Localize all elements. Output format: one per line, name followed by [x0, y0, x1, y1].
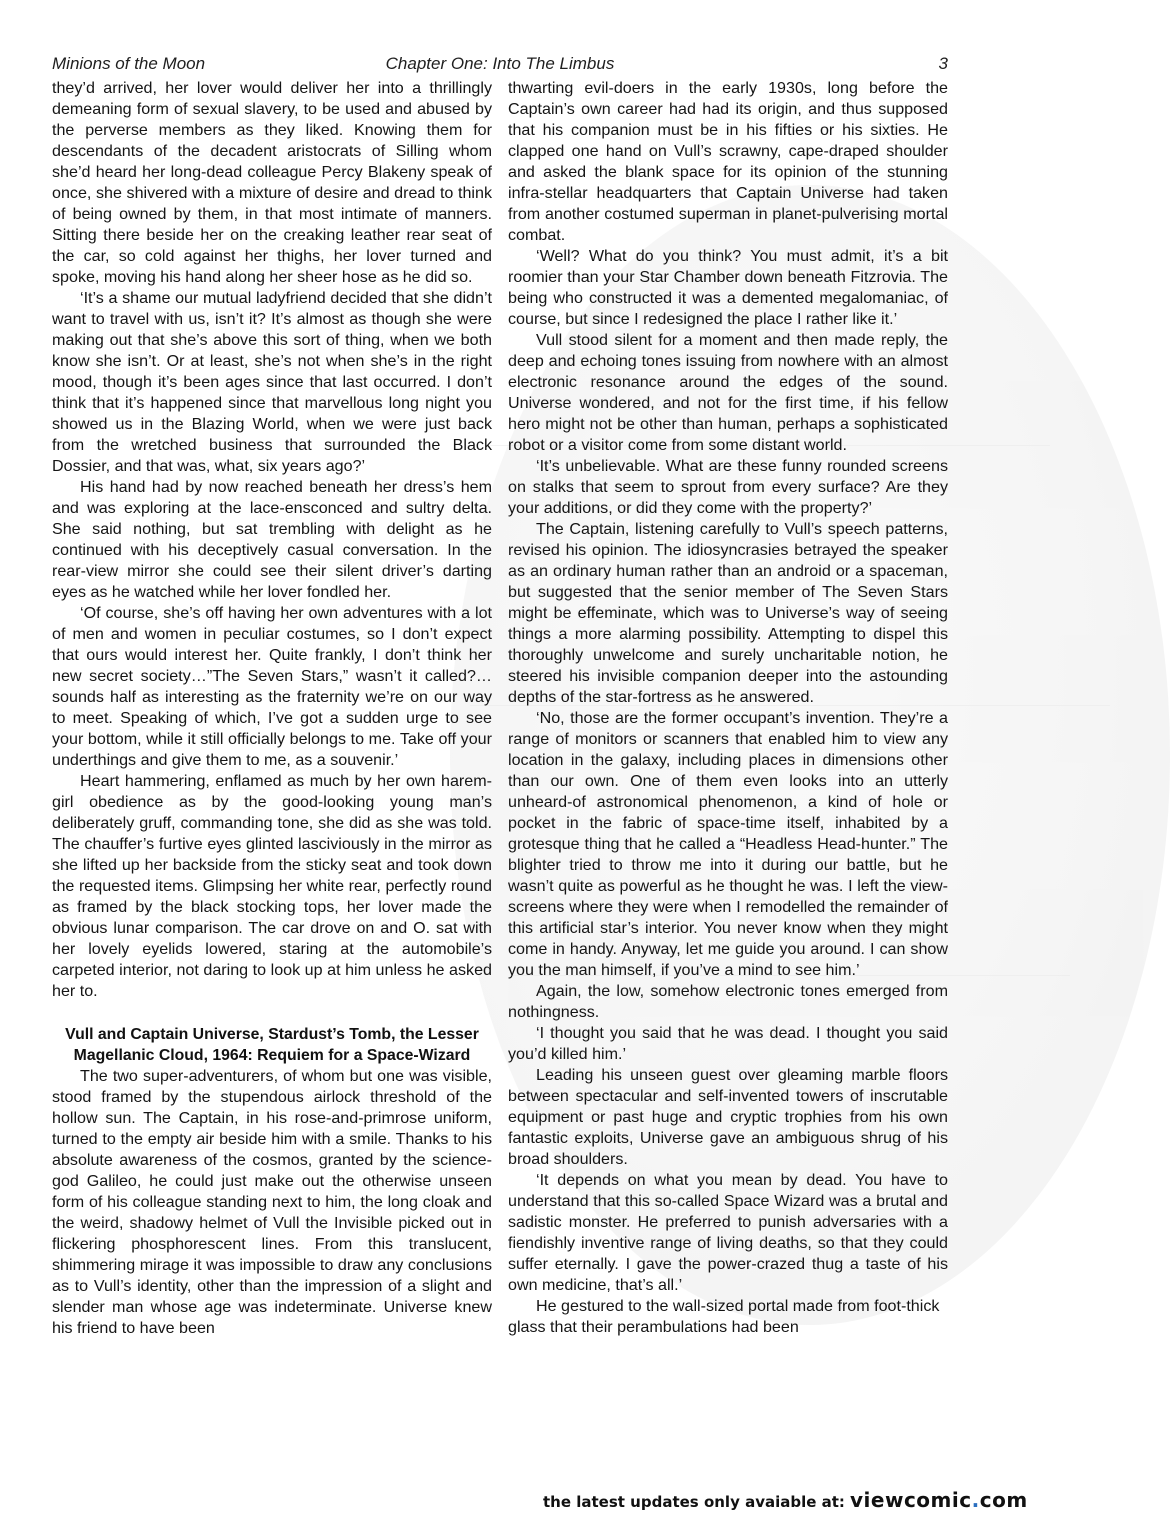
running-head [52, 53, 948, 75]
right-column [508, 78, 948, 1338]
paragraph: ‘Well? What do you think? You must admit, it’s a bit roomier than your Star Chamber down beneath Fitzrovia. The being who constructed it was a demented megalomaniac, of course, but since I redesigned the place I rather like it.’ [508, 247, 948, 328]
paragraph: Heart hammering, enflamed as much by her own harem-girl obedience as by the good-looking young man’s deliberately gruff, commanding tone, she did as she was told. The chauffer’s furtive eyes glinted lasciviously in the mirror as she lifted up her backside from the sticky seat and took down the requested items. Glimpsing her white rear, perfectly round as framed by the black stocking tops, her lover made the obvious lunar comparison. The car drove on and O. sat with her lovely eyelids lowered, staring at the automobile’s carpeted interior, not daring to look up at him unless he asked her to. [52, 772, 492, 1000]
paragraph: they’d arrived, her lover would deliver her into a thrillingly demeaning form of sexual slavery, to be used and abused by the perverse members as they liked. Knowing them for descendants of the decadent aristocrats of Silling whom she’d heard her long-dead colleague Percy Blakeny speak of once, she shivered with a mixture of desire and dread to think of being owned by them, in that most intimate of manners. Sitting there beside her on the creaking leather rear seat of the car, so cold against her thighs, her lover turned and spoke, moving his hand along her sheer hose as he did so. [52, 79, 492, 286]
paragraph: Leading his unseen guest over gleaming marble floors between spectacular and self-invented towers of inscrutable equipment or past huge and cryptic trophies from his own fantastic exploits, Universe gave an ambiguous shrug of his broad shoulders. [508, 1066, 948, 1168]
viewcomic-link[interactable] [850, 1488, 1028, 1512]
logo-dot: . [971, 1488, 980, 1512]
page-number: 3 [938, 54, 948, 73]
footer-watermark [543, 1487, 1028, 1513]
paragraph: Vull stood silent for a moment and then made reply, the deep and echoing tones issuing from nowhere with an almost electronic resonance around the edges of the sound. Universe wondered, and not for the first time, if his fellow hero might not be other than human, perhaps a sophisticated robot or a visitor come from some distant world. [508, 331, 948, 454]
paragraph: The two super-adventurers, of whom but one was visible, stood framed by the stupendous airlock threshold of the hollow sun. The Captain, in his rose-and-primrose uniform, turned to the empty air beside him with a smile. Thanks to his absolute awareness of the cosmos, granted by the science-god Galileo, he could just make out the otherwise unseen form of his colleague standing next to him, the long cloak and the weird, shadowy helmet of Vull the Invisible picked out in flickering phosphorescent lines. From this translucent, shimmering mirage it was impossible to draw any conclusions as to Vull’s identity, other than the impression of a slight and slender man whose age was indeterminate. Universe knew his friend to have been [52, 1067, 492, 1337]
section-heading: Vull and Captain Universe, Stardust’s Tomb, the Lesser Magellanic Cloud, 1964: Requiem for a Space-Wizard [65, 1026, 479, 1064]
paragraph: ‘It’s a shame our mutual ladyfriend decided that she didn’t want to travel with us, isn’t it? It’s almost as though she were making out that she’s above this sort of thing, when we both know she isn’t. Or at least, she’s not when she’s in the right mood, though it’s been ages since that last occurred. I don’t think that it’s happened since that marvellous long night you showed us in the Blazing World, when we were just back from the wretched business that surrounded the Black Dossier, and that was, what, six years ago?’ [52, 289, 492, 475]
paragraph: He gestured to the wall-sized portal made from foot-thick glass that their perambulations had been [508, 1297, 940, 1336]
paragraph: Again, the low, somehow electronic tones emerged from nothingness. [508, 982, 948, 1021]
left-column [52, 78, 492, 1339]
paragraph: ‘I thought you said that he was dead. I thought you said you’d killed him.’ [508, 1024, 948, 1063]
footer-text: the latest updates only avaiable at: [543, 1493, 845, 1511]
paragraph: ‘Of course, she’s off having her own adventures with a lot of men and women in peculiar costumes, so I don’t expect that ours would interest her. Quite frankly, I don’t think her new secret society…”The Seven Stars,” wasn’t it called?…sounds half as interesting as the fraternity we’re on our way to meet. Speaking of which, I’ve got a sudden urge to see your bottom, while it still officially belongs to me. Take off your underthings and give them to me, as a souvenir.’ [52, 604, 492, 769]
paragraph: His hand had by now reached beneath her dress’s hem and was exploring at the lace-ensconced and sultry delta. She said nothing, but sat trembling with delight as he continued with his deceptively casual conversation. In the rear-view mirror she could see their silent driver’s darting eyes as he watched while her lover fondled her. [52, 478, 492, 601]
book-title: Minions of the Moon [52, 54, 206, 73]
chapter-title: Chapter One: Into The Limbus [385, 54, 615, 73]
paragraph: thwarting evil-doers in the early 1930s, long before the Captain’s own career had had its origin, and thus supposed that his companion must be in his fifties or his sixties. He clapped one hand on Vull’s scrawny, cape-draped shoulder and asked the blank space for its opinion of the stunning infra-stellar headquarters that Captain Universe had taken from another costumed superman in planet-pulverising mortal combat. [508, 79, 948, 244]
paragraph: ‘No, those are the former occupant’s invention. They’re a range of monitors or scanners that enabled him to view any location in the galaxy, including places in dimensions other than our own. One of them even looks into an utterly unheard-of astronomical phenomenon, a kind of hole or pocket in the fabric of space-time itself, inhabited by a grotesque thing that he called a “Headless Head-hunter.” The blighter tried to throw me into it during our battle, but he wasn’t quite as powerful as he thought he was. I left the view-screens where they were when I remodelled the remainder of this artificial star’s interior. You never know when they might come in handy. Anyway, let me guide you around. I can show you the man himself, if you’ve a mind to see him.’ [508, 709, 948, 979]
paragraph: The Captain, listening carefully to Vull’s speech patterns, revised his opinion. The idiosyncrasies betrayed the speaker as an ordinary human rather than an android or a spaceman, but suggested that the senior member of The Seven Stars might be effeminate, which was to Universe’s way of seeing things a more alarming possibility. Attempting to dispel this thoroughly unwelcome and surely uncharitable notion, he steered his invisible companion deeper into the astounding depths of the star-fortress as he answered. [508, 520, 948, 706]
logo-prefix: viewcomic [850, 1488, 972, 1512]
logo-suffix: com [979, 1488, 1028, 1512]
paragraph: ‘It depends on what you mean by dead. You have to understand that this so-called Space Wizard was a brutal and sadistic monster. He preferred to punish adversaries with a fiendishly inventive range of living deaths, so that they could suffer eternally. I gave the power-crazed thug a taste of his own medicine, that’s all.’ [508, 1171, 948, 1294]
paragraph: ‘It’s unbelievable. What are these funny rounded screens on stalks that seem to sprout from every surface? Are they your additions, or did they come with the property?’ [508, 457, 948, 517]
